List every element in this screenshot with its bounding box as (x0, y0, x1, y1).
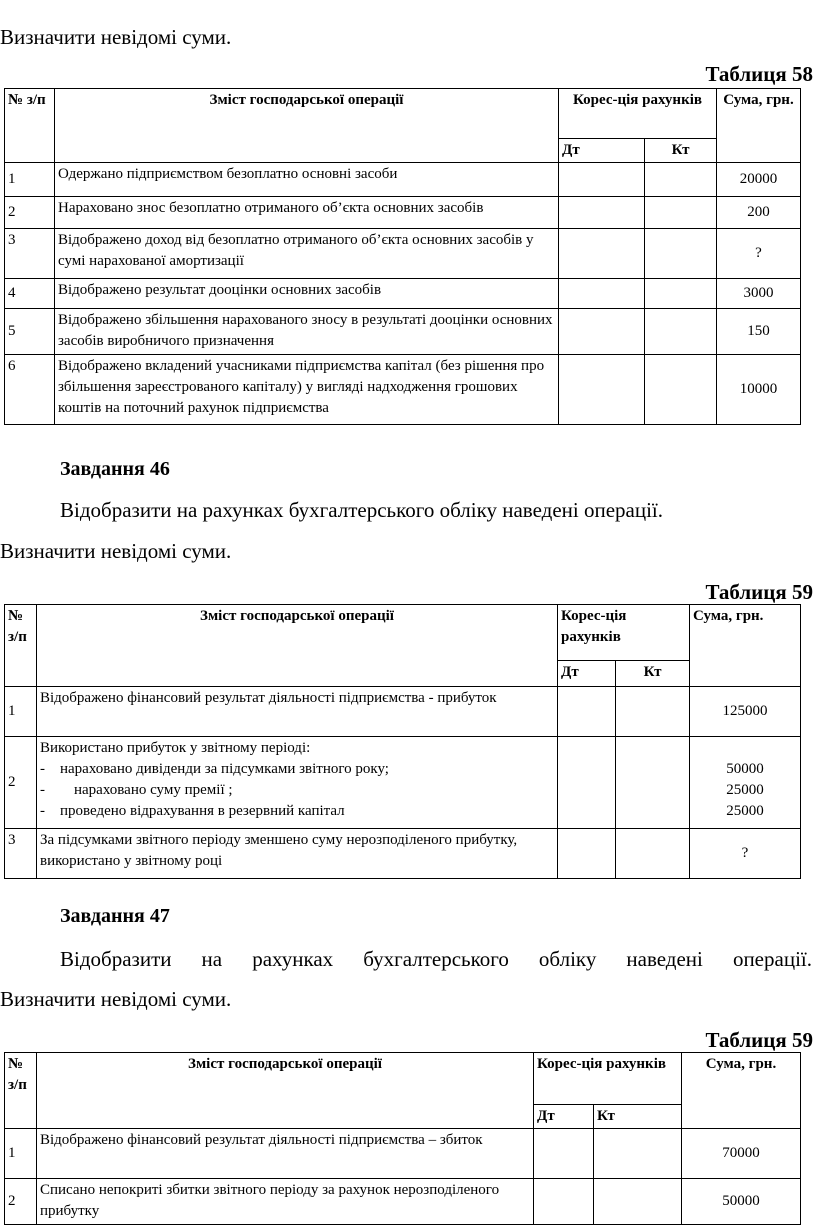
table-59b-caption: Таблиця 59 (705, 1028, 813, 1052)
table-row: 1 Відображено фінансовий результат діяльності підприємства - прибуток 125000 (5, 687, 801, 737)
table-59a (4, 604, 801, 879)
table-row: 2 Нараховано знос безоплатно отриманого об’єкта основних засобів 200 (5, 197, 801, 229)
header-sum: Сума, грн. (717, 89, 801, 163)
task-46-title: Завдання 46 (60, 458, 170, 480)
intro-text: Визначити невідомі суми. (0, 25, 232, 49)
header-content: Зміст господарської операції (37, 1053, 534, 1129)
table-59b (4, 1052, 801, 1225)
header-credit: Кт (616, 661, 690, 687)
table-row: 3 Відображено доход від безоплатно отриманого об’єкта основних засобів у сумі нарахованої амортизації ? (5, 229, 801, 279)
list-item: - нараховано суму премії ; (40, 782, 233, 798)
table-row: 3 За підсумками звітного періоду зменшено суму нерозподіленого прибутку, використано у звітному році ? (5, 829, 801, 879)
table-row: 2 Використано прибуток у звітному періоді: - нараховано дивіденди за підсумками звітного року; - нараховано суму премії ; - проведено відрахування в резервний капітал 50000 25000 25000 (5, 737, 801, 829)
table-row: 4 Відображено результат дооцінки основних засобів 3000 (5, 279, 801, 309)
header-debit: Дт (534, 1105, 594, 1129)
header-correspondence: Корес-ція рахунків (558, 605, 690, 661)
task-46-text: Відобразити на рахунках бухгалтерського обліку наведені операції. (60, 498, 664, 522)
header-sum: Сума, грн. (682, 1053, 801, 1129)
list-item: - проведено відрахування в резервний капітал (40, 803, 345, 819)
header-correspondence: Корес-ція рахунків (534, 1053, 682, 1105)
table-row: 6 Відображено вкладений учасниками підприємства капітал (без рішення про збільшення зареєстрованого капіталу) у вигляді надходження грошових коштів на поточний рахунок підприємства 10000 (5, 355, 801, 425)
table-58 (4, 88, 801, 425)
header-num: № з/п (5, 1053, 37, 1129)
header-num: № з/п (5, 605, 37, 687)
header-content: Зміст господарської операції (37, 605, 558, 687)
header-debit: Дт (559, 139, 645, 163)
task-47-text: Відобразити на рахунках бухгалтерського обліку наведені операції. (60, 947, 812, 971)
table-row: 2 Списано непокриті збитки звітного періоду за рахунок нерозподіленого прибутку 50000 (5, 1179, 801, 1225)
header-content: Зміст господарської операції (55, 89, 559, 163)
table-row: 5 Відображено збільшення нарахованого зносу в результаті дооцінки основних засобів виробничого призначення 150 (5, 309, 801, 355)
header-credit: Кт (645, 139, 717, 163)
table-59a-caption: Таблиця 59 (705, 580, 813, 604)
header-debit: Дт (558, 661, 616, 687)
table-58-caption: Таблиця 58 (705, 62, 813, 86)
task-47-title: Завдання 47 (60, 905, 170, 927)
header-num: № з/п (5, 89, 55, 163)
table-row: 1 Одержано підприємством безоплатно основні засоби 20000 (5, 163, 801, 197)
header-correspondence: Корес-ція рахунків (559, 89, 717, 139)
header-sum: Сума, грн. (690, 605, 801, 687)
task-46-text-cont: Визначити невідомі суми. (0, 539, 232, 563)
task-47-text-cont: Визначити невідомі суми. (0, 987, 232, 1011)
table-row: 1 Відображено фінансовий результат діяльності підприємства – збиток 70000 (5, 1129, 801, 1179)
list-item: - нараховано дивіденди за підсумками звітного року; (40, 761, 389, 777)
header-credit: Кт (594, 1105, 682, 1129)
